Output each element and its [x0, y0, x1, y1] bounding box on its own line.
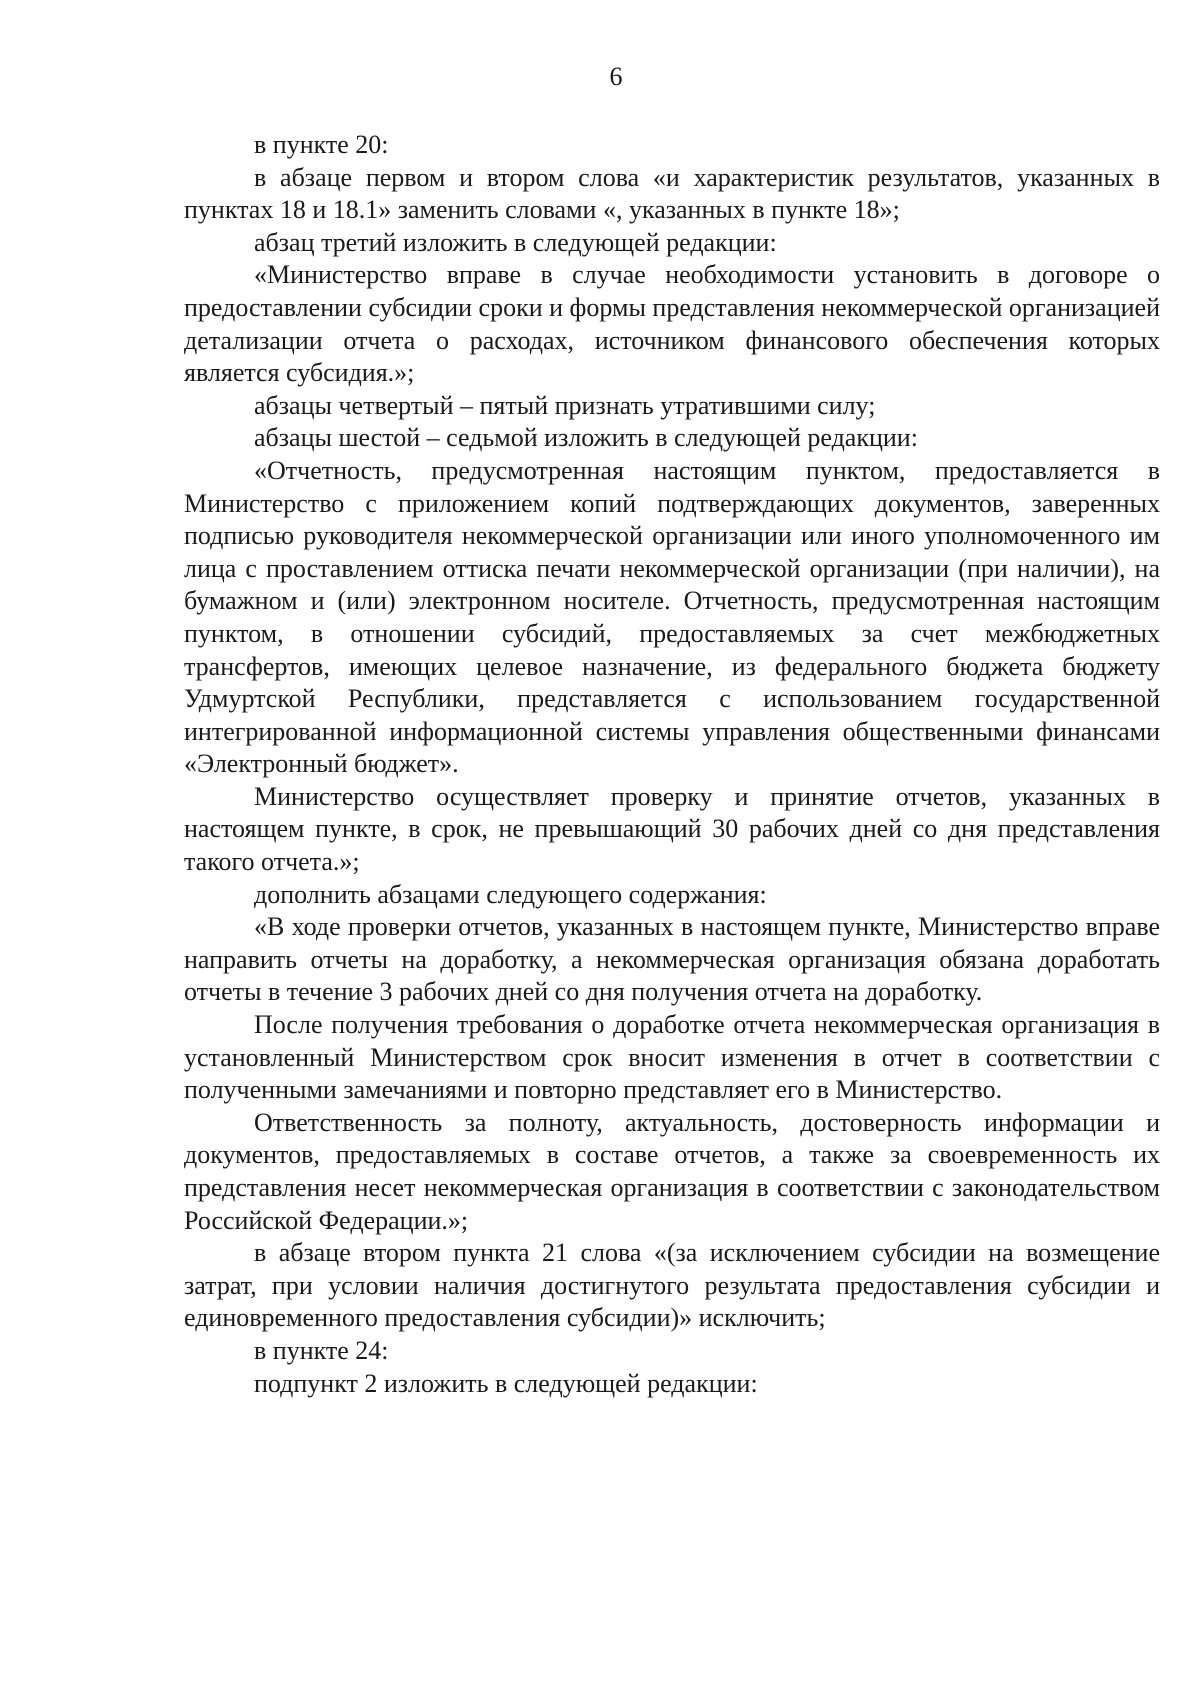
paragraph: Министерство осуществляет проверку и принятие отчетов, указанных в настоящем пункте, в срок, не превышающий 30 рабочих дней со дня представления такого отчета.»; — [184, 781, 1160, 877]
paragraph: в пункте 24: — [254, 1335, 389, 1365]
paragraph: абзац третий изложить в следующей редакции: — [254, 227, 777, 257]
paragraph: Ответственность за полноту, актуальность, достоверность информации и документов, предоставляемых в составе отчетов, а также за своевременность их представления несет некоммерческая организация в соответствии с законодательством Российской Федерации.»; — [184, 1107, 1160, 1235]
paragraph: в пункте 20: — [254, 130, 389, 159]
paragraph: «Министерство вправе в случае необходимости установить в договоре о предоставлении субсидии сроки и формы представления некоммерческой организацией детализации отчета о расходах, источником финансового обеспечения которых является субсидия.»; — [184, 260, 1160, 388]
paragraph: После получения требования о доработке отчета некоммерческая организация в установленный Министерством срок вносит изменения в отчет в соответствии с полученными замечаниями и повторно представляет его в Министерство. — [184, 1010, 1160, 1105]
paragraph: абзацы шестой – седьмой изложить в следующей редакции: — [254, 423, 918, 453]
paragraph: подпункт 2 изложить в следующей редакции: — [254, 1368, 758, 1398]
paragraph: дополнить абзацами следующего содержания: — [254, 879, 767, 909]
page-number: 6 — [609, 62, 623, 91]
paragraph: абзацы четвертый – пятый признать утратившими силу; — [254, 390, 876, 420]
paragraph: в абзаце первом и втором слова «и характеристик результатов, указанных в пунктах 18 и 18.1» заменить словами «, указанных в пункте 18»; — [184, 162, 1160, 225]
paragraph: «В ходе проверки отчетов, указанных в настоящем пункте, Министерство вправе направить отчеты на доработку, а некоммерческая организация обязана доработать отчеты в течение 3 рабочих дней со дня получения отчета на доработку. — [184, 912, 1160, 1007]
document-body — [184, 129, 1160, 1400]
paragraph: «Отчетность, предусмотренная настоящим пунктом, предоставляется в Министерство с приложением копий подтверждающих документов, заверенных подписью руководителя некоммерческой организации или иного уполномоченного им лица с проставлением оттиска печати некоммерческой организации (при наличии), на бумажном и (или) электронном носителе. Отчетность, предусмотренная настоящим пунктом, в отношении субсидий, предоставляемых за счет межбюджетных трансфертов, имеющих целевое назначение, из федерального бюджета бюджету Удмуртской Республики, представляется с использованием государственной интегрированной информационной системы управления общественными финансами «Электронный бюджет». — [184, 455, 1160, 779]
paragraph: в абзаце втором пункта 21 слова «(за исключением субсидии на возмещение затрат, при условии наличия достигнутого результата предоставления субсидии и единовременного предоставления субсидии)» исключить; — [184, 1238, 1160, 1333]
